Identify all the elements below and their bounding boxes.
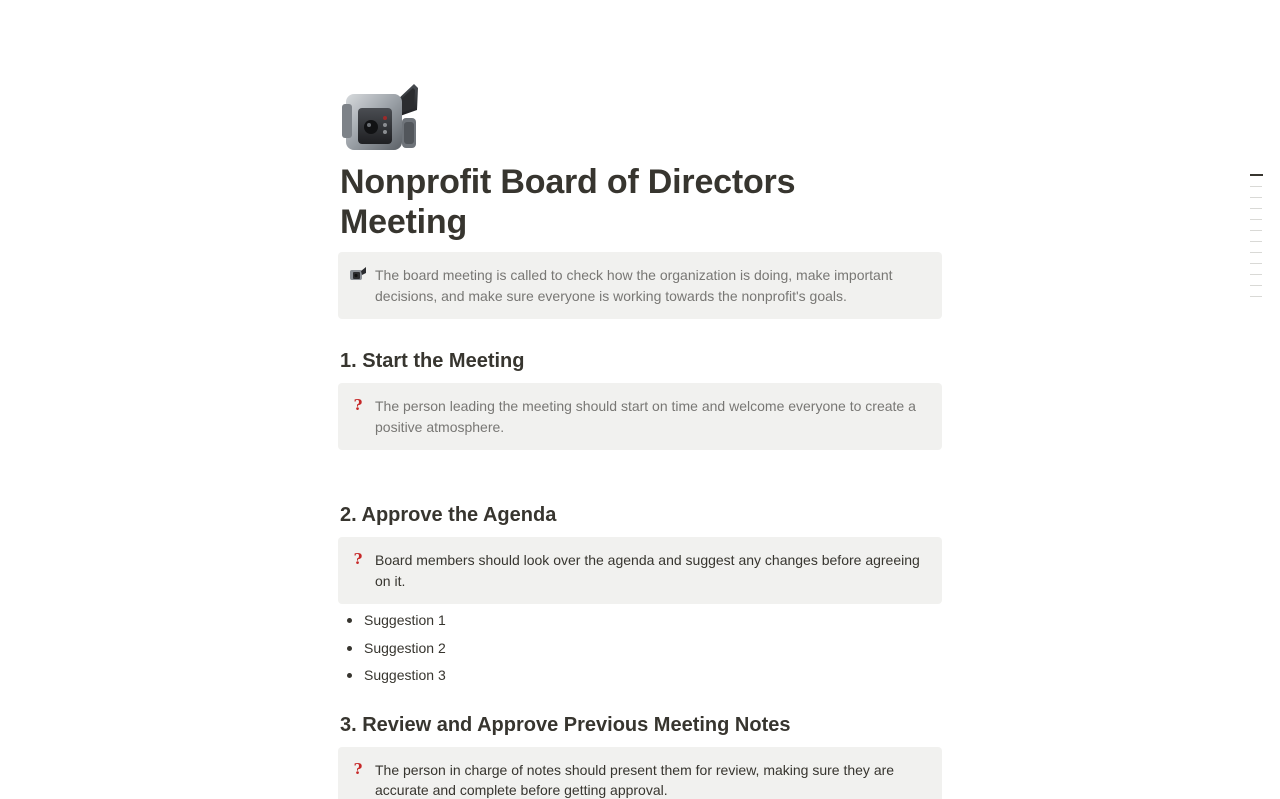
toc-entry[interactable] (1250, 174, 1263, 176)
list-item[interactable] (340, 635, 942, 663)
toc-entry[interactable] (1250, 263, 1262, 264)
callout-start-meeting[interactable] (338, 383, 942, 450)
video-camera-icon[interactable] (349, 266, 367, 284)
list-item[interactable] (340, 662, 942, 690)
page-content (340, 80, 942, 799)
intro-callout-text: The board meeting is called to check how the organization is doing, make important decisions, and make sure everyone is working towards the nonprofit's goals. (375, 267, 893, 304)
question-mark-icon[interactable]: ? (353, 759, 363, 778)
toc-entry[interactable] (1250, 219, 1262, 220)
toc-entry[interactable] (1250, 241, 1262, 242)
toc-entry[interactable] (1250, 252, 1262, 253)
toc-entry[interactable] (1250, 296, 1262, 297)
toc-entry[interactable] (1250, 197, 1262, 198)
toc-entry[interactable] (1250, 186, 1262, 187)
intro-callout[interactable] (338, 252, 942, 319)
question-mark-icon[interactable]: ? (353, 550, 363, 568)
callout-approve-agenda[interactable] (338, 537, 942, 604)
callout-start-meeting-text: The person leading the meeting should start on time and welcome everyone to create a positive atmosphere. (375, 398, 916, 435)
page-title[interactable] (340, 162, 942, 242)
page-title-line-2: Meeting (340, 203, 468, 241)
question-mark-icon[interactable]: ? (353, 396, 363, 414)
suggestion-list (340, 607, 942, 690)
bullet-dot (347, 646, 352, 651)
bullet-dot (347, 673, 352, 678)
section-heading-approve-agenda[interactable]: 2. Approve the Agenda (340, 504, 557, 526)
bullet-dot (347, 618, 352, 623)
section-heading-review-notes[interactable]: 3. Review and Approve Previous Meeting Notes (340, 713, 791, 736)
toc-entry[interactable] (1250, 274, 1262, 275)
table-of-contents-minimap[interactable] (1250, 174, 1264, 307)
toc-entry[interactable] (1250, 285, 1262, 286)
list-item[interactable] (340, 607, 942, 635)
callout-review-notes[interactable] (338, 747, 942, 799)
list-item-text: Suggestion 2 (364, 639, 446, 656)
toc-entry[interactable] (1250, 230, 1262, 231)
callout-review-notes-text: The person in charge of notes should present them for review, making sure they are accurate and complete before getting approval. (375, 761, 895, 798)
section-heading-start-meeting[interactable]: 1. Start the Meeting (340, 350, 525, 372)
list-item-text: Suggestion 1 (364, 612, 446, 628)
page-title-line-1: Nonprofit Board of Directors (340, 163, 796, 201)
list-item-text: Suggestion 3 (364, 667, 446, 683)
callout-approve-agenda-text: Board members should look over the agenda and suggest any changes before agreeing on it. (375, 552, 920, 589)
video-camera-icon[interactable] (340, 80, 420, 156)
toc-entry[interactable] (1250, 208, 1262, 209)
